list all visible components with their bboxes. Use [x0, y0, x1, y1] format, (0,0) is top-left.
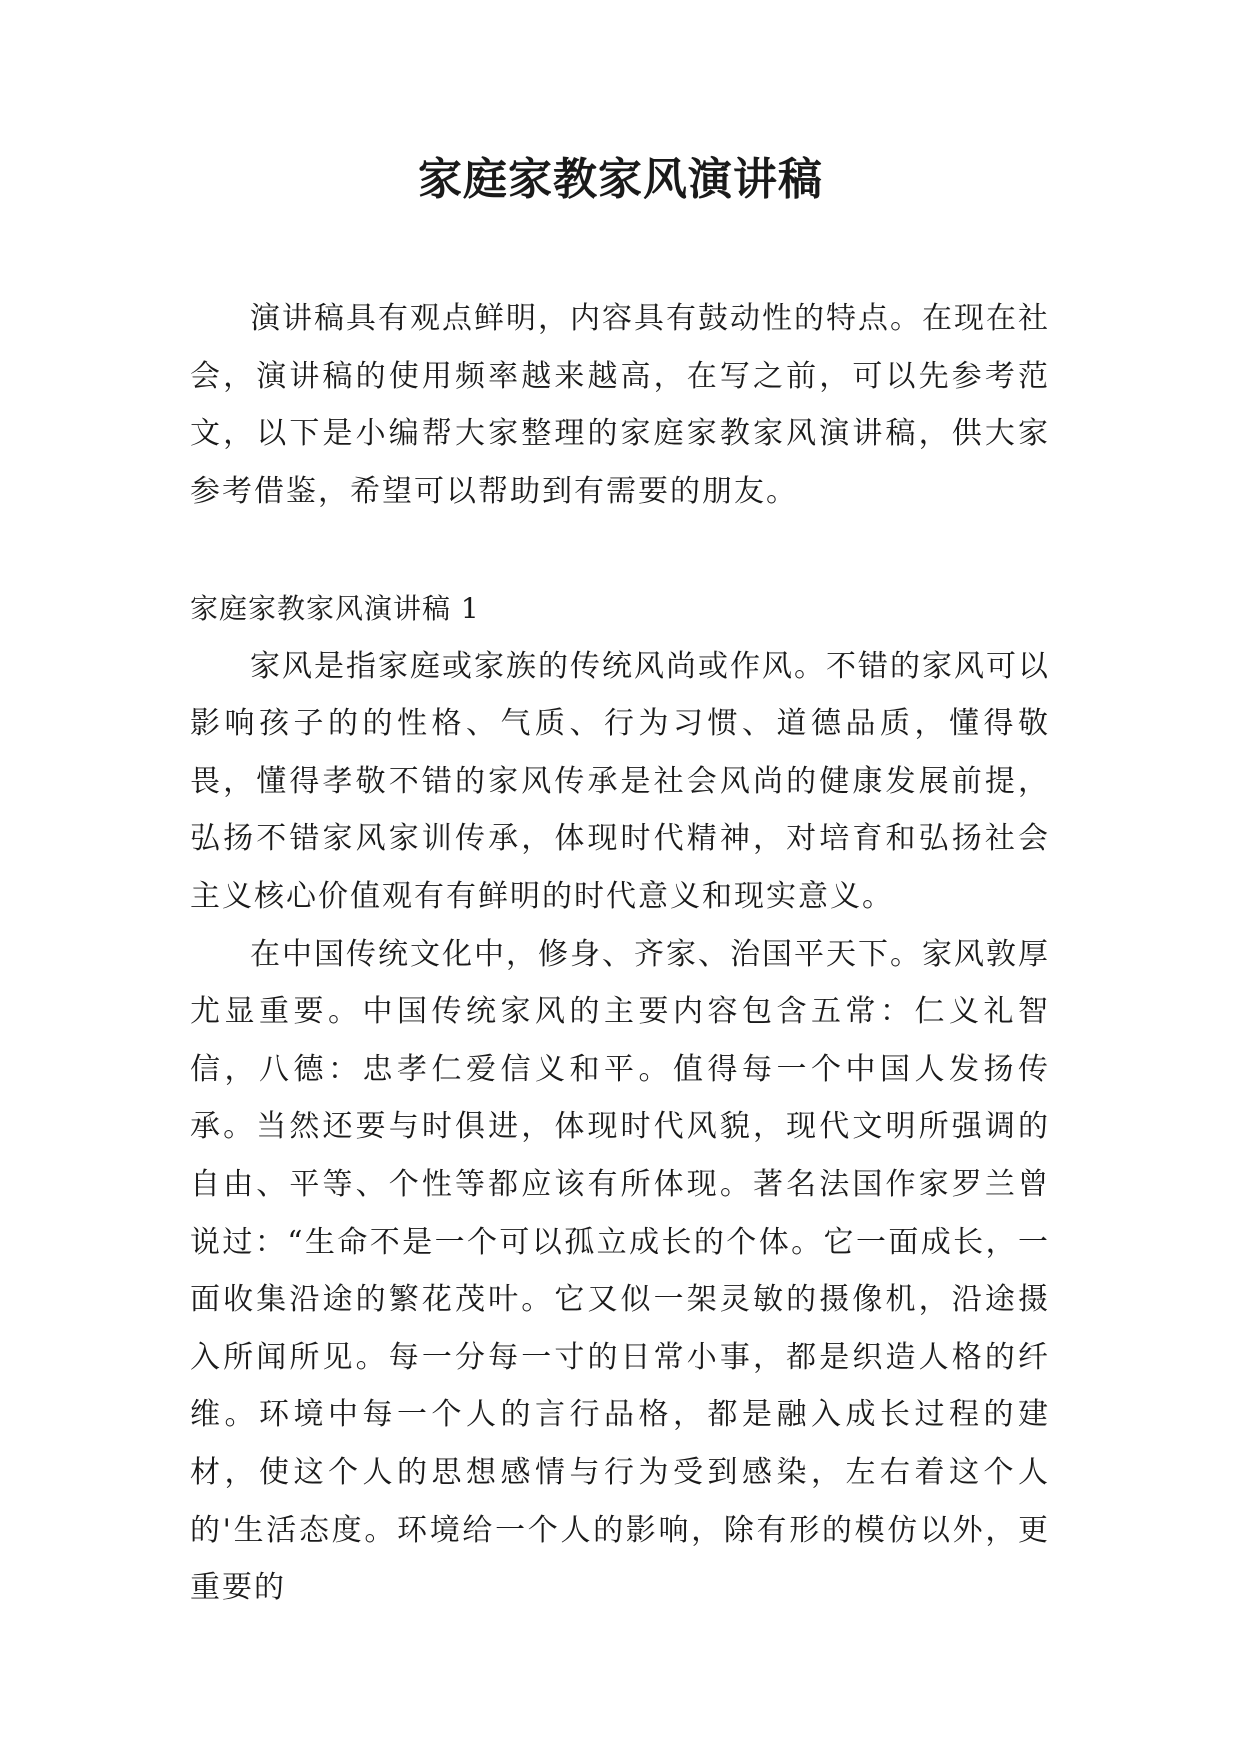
section-1 — [190, 580, 1050, 1617]
intro-block — [190, 290, 1050, 520]
section-heading: 家庭家教家风演讲稿 1 — [190, 592, 480, 625]
intro-paragraph: 演讲稿具有观点鲜明，内容具有鼓动性的特点。在现在社会，演讲稿的使用频率越来越高，在写之前，可以先参考范文，以下是小编帮大家整理的家庭家教家风演讲稿，供大家参考借鉴，希望可以帮助到有需要的朋友。 — [190, 301, 1050, 509]
body-paragraph: 家风是指家庭或家族的传统风尚或作风。不错的家风可以影响孩子的的性格、气质、行为习惯、道德品质，懂得敬畏，懂得孝敬不错的家风传承是社会风尚的健康发展前提，弘扬不错家风家训传承，体现时代精神，对培育和弘扬社会主义核心价值观有有鲜明的时代意义和现实意义。 — [190, 648, 1050, 914]
document-title: 家庭家教家风演讲稿 — [418, 154, 823, 205]
body-paragraph: 在中国传统文化中，修身、齐家、治国平天下。家风敦厚尤显重要。中国传统家风的主要内容包含五常：仁义礼智信，八德：忠孝仁爱信义和平。值得每一个中国人发扬传承。当然还要与时俱进，体现时代风貌，现代文明所强调的自由、平等、个性等都应该有所体现。著名法国作家罗兰曾说过：“生命不是一个可以孤立成长的个体。它一面成长，一面收集沿途的繁花茂叶。它又似一架灵敏的摄像机，沿途摄入所闻所见。每一分每一寸的日常小事，都是织造人格的纤维。环境中每一个人的言行品格，都是融入成长过程的建材，使这个人的思想感情与行为受到感染，左右着这个人的'生活态度。环境给一个人的影响，除有形的模仿以外，更重要的 — [190, 936, 1050, 1606]
